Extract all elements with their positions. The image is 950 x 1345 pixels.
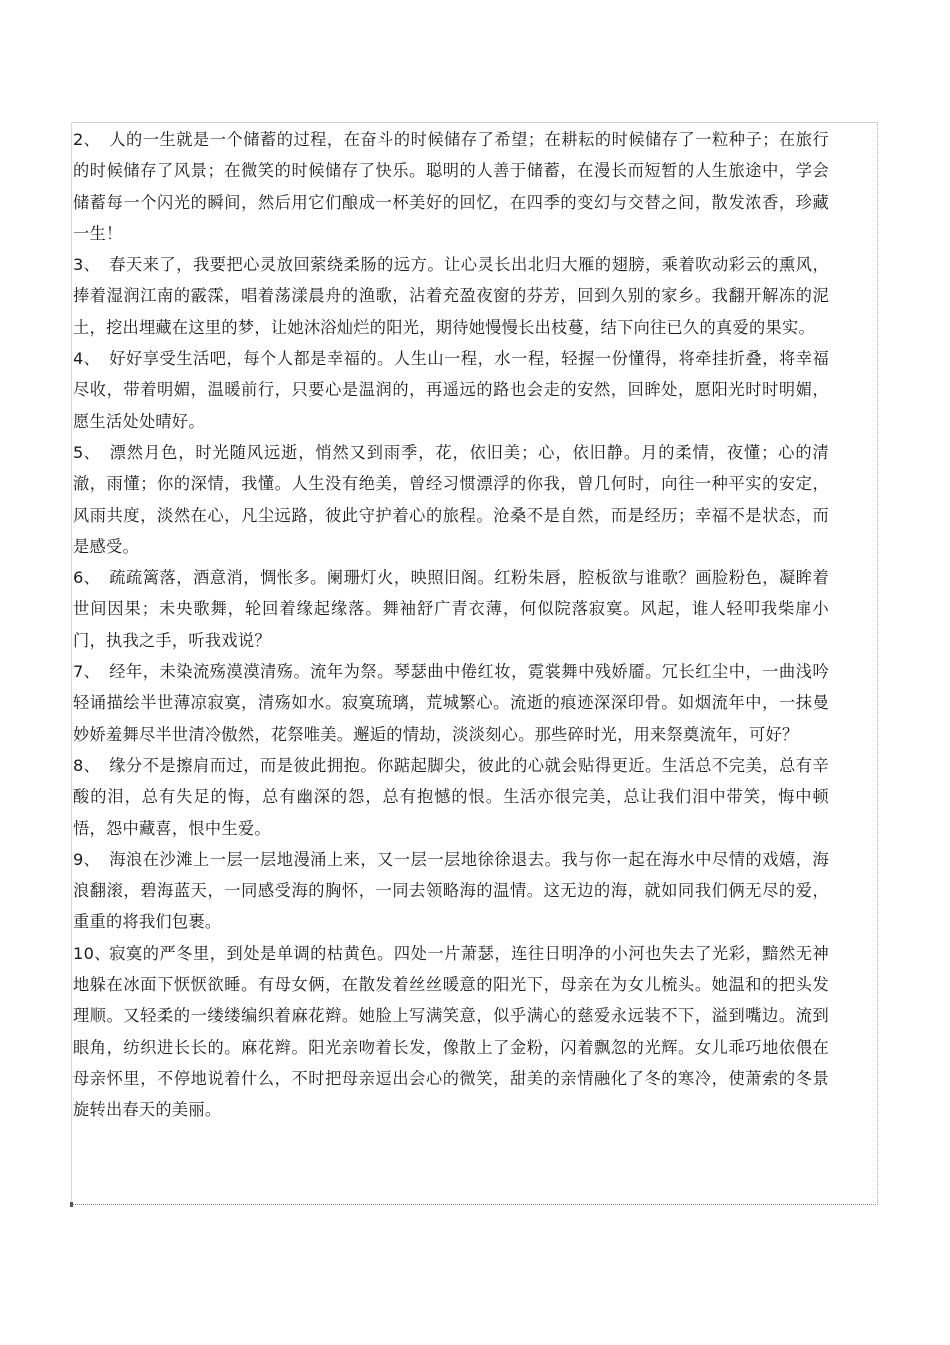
paragraph-4 xyxy=(73,343,829,437)
paragraph-list xyxy=(73,124,829,1126)
paragraph-number: 3、 xyxy=(73,255,101,275)
paragraph-number: 10、 xyxy=(73,943,111,963)
paragraph-number: 4、 xyxy=(73,349,101,369)
frame-left-rule xyxy=(71,122,72,1207)
paragraph-text: 春天来了，我要把心灵放回萦绕柔肠的远方。让心灵长出北归大雁的翅膀，乘着吹动彩云的熏风，捧着湿润江南的霰霂，唱着荡漾晨舟的渔歌，沾着充盈夜窗的芬芳，回到久别的家乡。我翻开解冻的泥土，挖出埋藏在这里的梦，让她沐浴灿烂的阳光，期待她慢慢长出枝蔓，结下向往已久的真爱的果实。 xyxy=(73,255,829,337)
paragraph-number: 5、 xyxy=(73,442,101,462)
paragraph-text: 疏疏篱落，酒意消，惆怅多。阑珊灯火，映照旧阁。红粉朱唇，腔板欲与谁歌？画脸粉色，凝眸着世间因果；未央歌舞，轮回着缘起缘落。舞袖舒广青衣薄，何似院落寂寞。风起，谁人轻叩我柴扉小门，执我之手，听我戏说？ xyxy=(73,568,829,650)
paragraph-3 xyxy=(73,249,829,343)
paragraph-5 xyxy=(73,437,829,562)
paragraph-number: 7、 xyxy=(73,662,101,682)
paragraph-number: 2、 xyxy=(73,130,101,149)
paragraph-text: 海浪在沙滩上一层一层地漫涌上来，又一层一层地徐徐退去。我与你一起在海水中尽情的戏嬉，海浪翻滚，碧海蓝天，一同感受海的胸怀，一同去领略海的温情。这无边的海，就如同我们俩无尽的爱，重重的将我们包裹。 xyxy=(73,849,829,932)
paragraph-text: 漂然月色，时光随风远逝，悄然又到雨季，花，依旧美；心，依旧静。月的柔情，夜懂；心的清澈，雨懂；你的深情，我懂。人生没有绝美，曾经习惯漂浮的你我，曾几何时，向往一种平实的安定，风雨共度，淡然在心，凡尘远路，彼此守护着心的旅程。沧桑不是自然，而是经历；幸福不是状态，而是感受。 xyxy=(73,442,829,556)
paragraph-10 xyxy=(73,938,829,1126)
paragraph-number: 9、 xyxy=(73,849,101,869)
paragraph-2 xyxy=(73,124,829,249)
paragraph-6 xyxy=(73,562,829,656)
paragraph-text: 寂寞的严冬里，到处是单调的枯黄色。四处一片萧瑟，连往日明净的小河也失去了光彩，黯然无神地躲在冰面下恹恹欲睡。有母女俩，在散发着丝丝暖意的阳光下，母亲在为女儿梳头。她温和的把头发理顺。又轻柔的一缕缕编织着麻花辫。她脸上写满笑意，似乎满心的慈爱永远装不下，溢到嘴边。流到眼角，纺织进长长的。麻花辫。阳光亲吻着长发，像散上了金粉，闪着飘忽的光辉。女儿乖巧地依偎在母亲怀里，不停地说着什么，不时把母亲逗出会心的微笑，甜美的亲情融化了冬的寒冷，使萧索的冬景旋转出春天的美丽。 xyxy=(73,943,829,1120)
frame-corner-mark xyxy=(70,1202,73,1207)
paragraph-number: 6、 xyxy=(73,568,101,588)
paragraph-7 xyxy=(73,656,829,750)
paragraph-text: 好好享受生活吧，每个人都是幸福的。人生山一程，水一程，轻握一份懂得，将牵挂折叠，将幸福尽收，带着明媚，温暖前行，只要心是温润的，再遥远的路也会走的安然，回眸处，愿阳光时时明媚，愿生活处处晴好。 xyxy=(73,349,829,431)
paragraph-text: 缘分不是擦肩而过，而是彼此拥抱。你踮起脚尖，彼此的心就会贴得更近。生活总不完美，总有辛酸的泪，总有失足的悔，总有幽深的怨，总有抱憾的恨。生活亦很完美，总让我们泪中带笑，悔中顿悟，怨中藏喜，恨中生爱。 xyxy=(73,755,829,838)
paragraph-text: 经年，未染流殇漠漠清殇。流年为祭。琴瑟曲中倦红妆，霓裳舞中残娇靥。冗长红尘中，一曲浅吟轻诵描绘半世薄凉寂寞，清殇如水。寂寞琉璃，荒城繁心。流逝的痕迹深深印骨。如烟流年中，一抹曼妙娇羞舞尽半世清冷傲然，花祭唯美。邂逅的情劫，淡淡刻心。那些碎时光，用来祭奠流年，可好？ xyxy=(73,662,829,744)
paragraph-number: 8、 xyxy=(73,755,101,775)
paragraph-9 xyxy=(73,844,829,938)
paragraph-8 xyxy=(73,750,829,844)
paragraph-text: 人的一生就是一个储蓄的过程，在奋斗的时候储存了希望；在耕耘的时候储存了一粒种子；在旅行的时候储存了风景；在微笑的时候储存了快乐。聪明的人善于储蓄，在漫长而短暂的人生旅途中，学会储蓄每一个闪光的瞬间，然后用它们酿成一杯美好的回忆，在四季的变幻与交替之间，散发浓香，珍藏一生！ xyxy=(73,130,829,243)
